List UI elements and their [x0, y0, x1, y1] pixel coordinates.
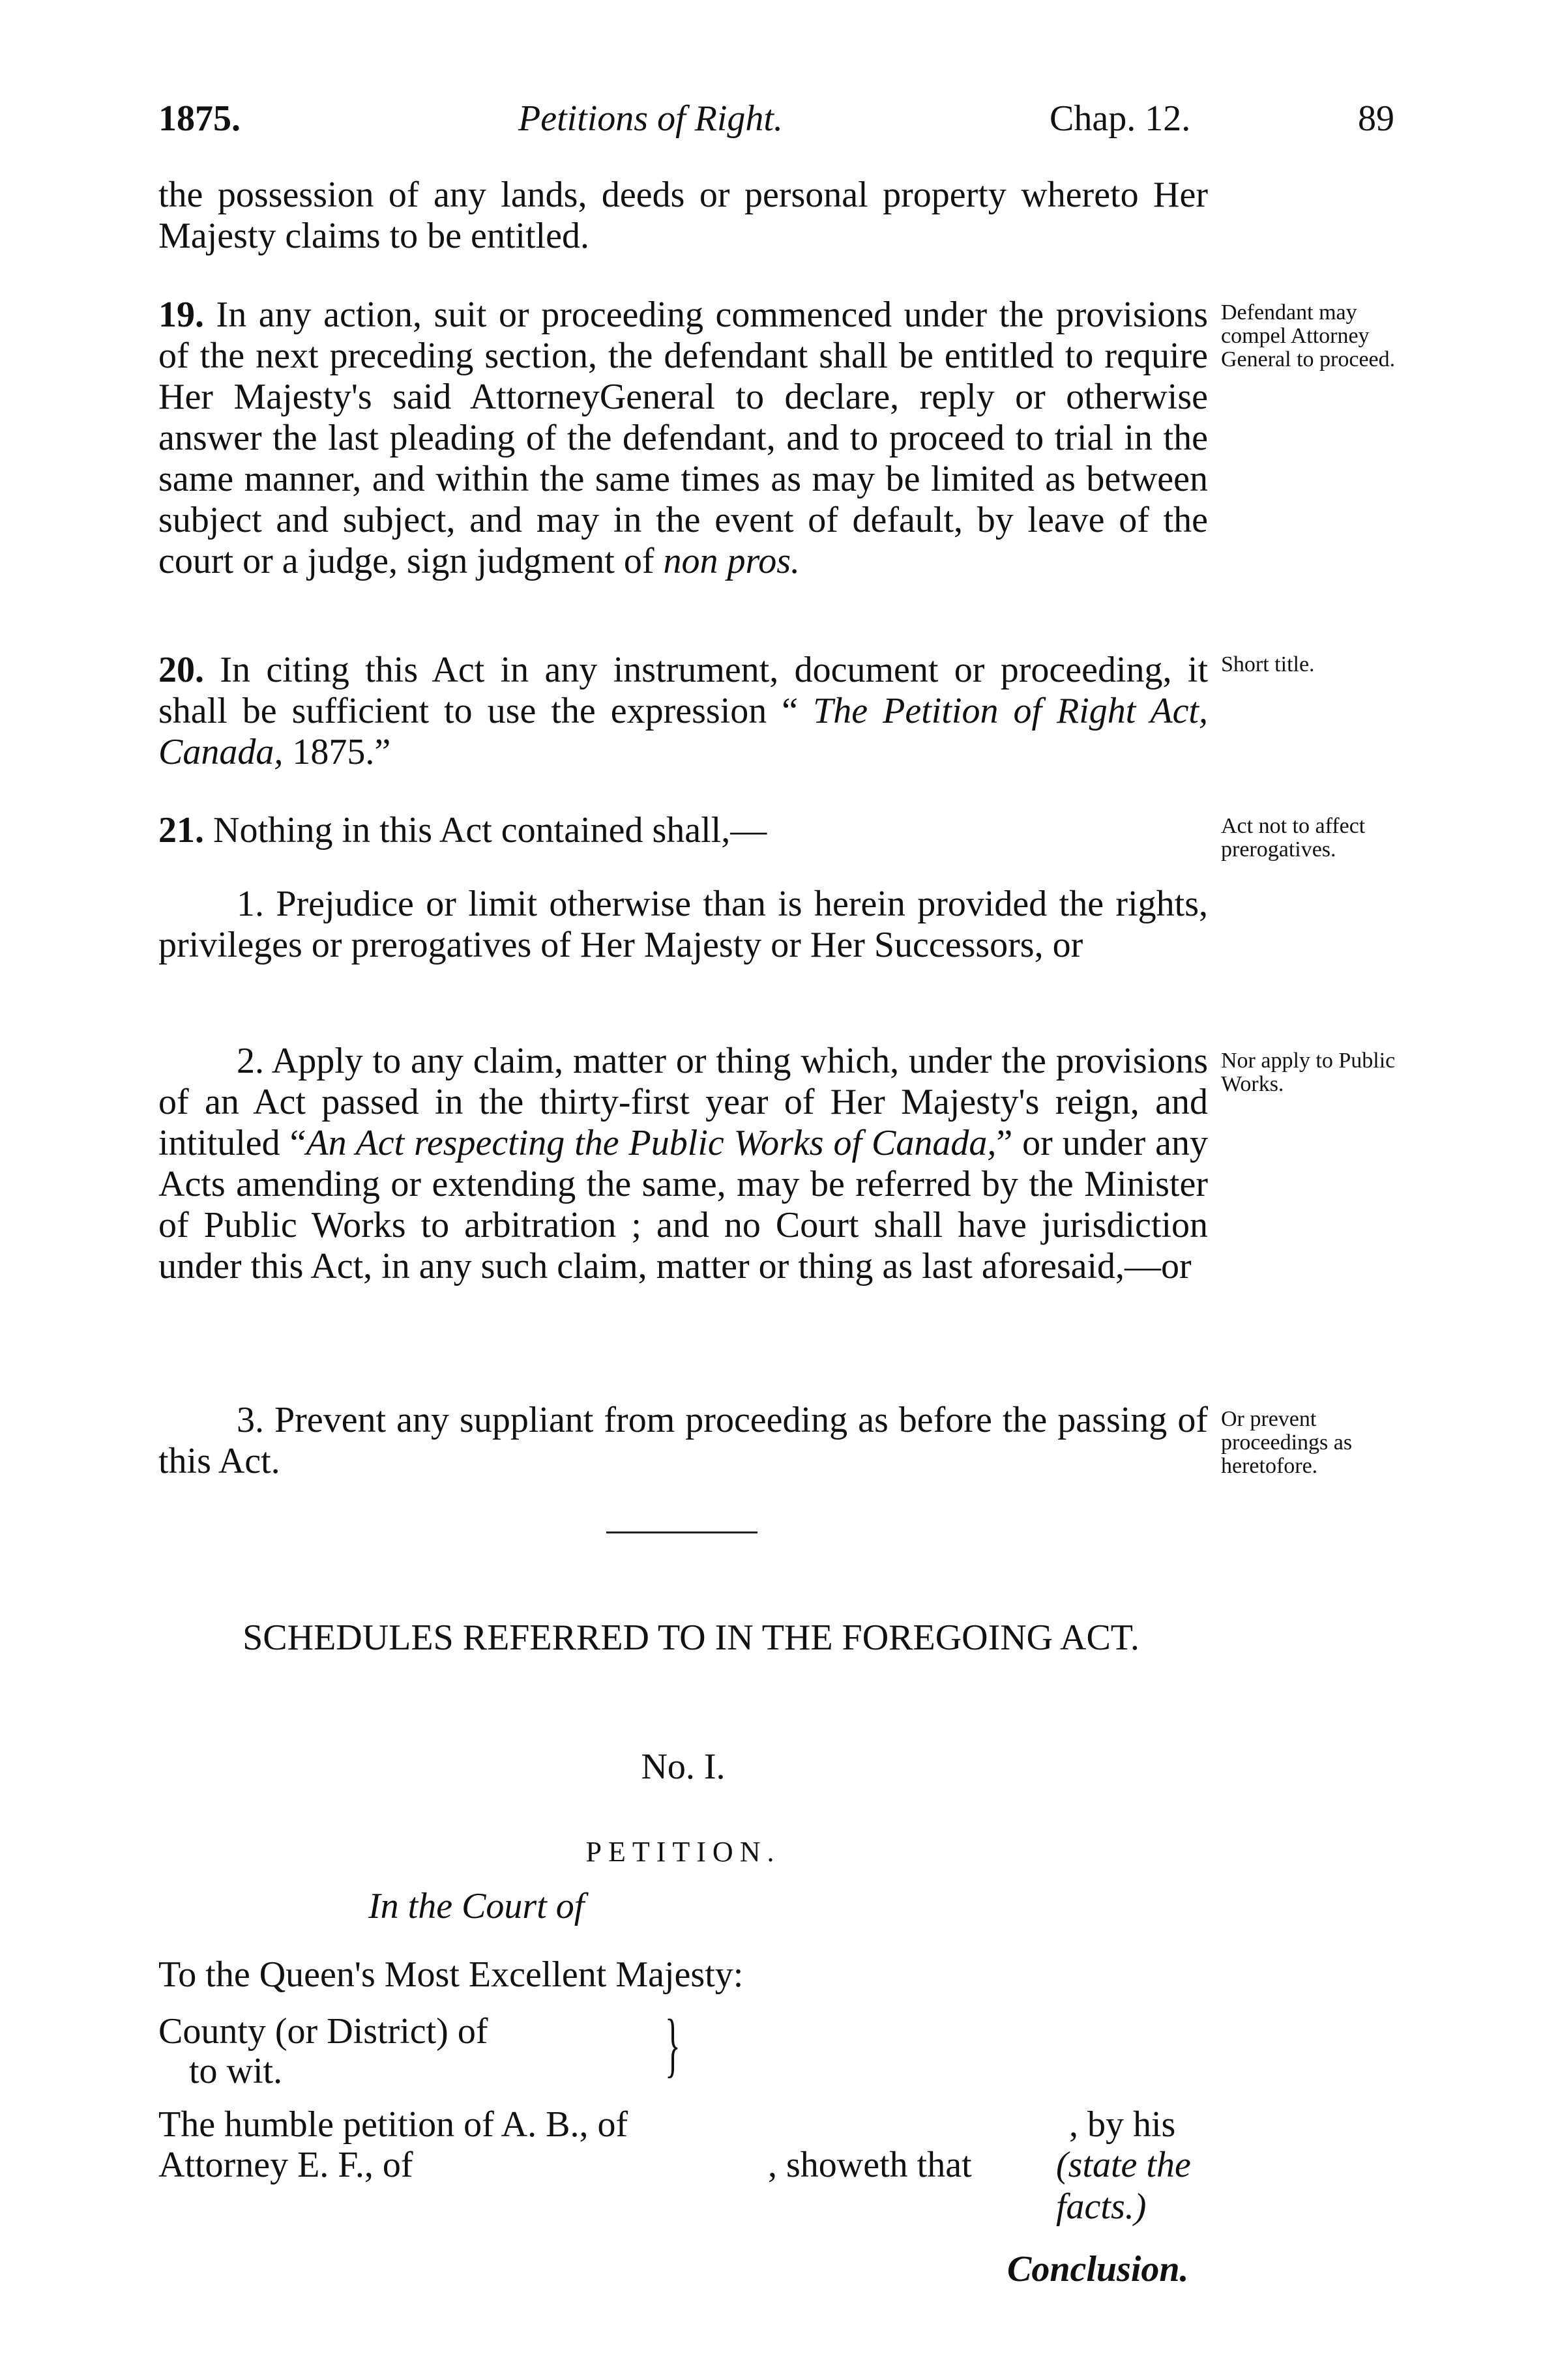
margin-note-19: Defendant may compel Attorney General to proceed.	[1221, 300, 1396, 371]
section-21-number: 21.	[158, 810, 204, 850]
address-line: To the Queen's Most Excellent Majesty:	[158, 1954, 744, 1995]
paragraph-continuation: the possession of any lands, deeds or personal property whereto Her Majesty claims to be entitled.	[158, 175, 1208, 256]
section-divider	[606, 1531, 757, 1533]
margin-note-21: Act not to affect prerogatives.	[1221, 814, 1366, 862]
attorney-line-a: Attorney E. F., of	[158, 2145, 413, 2185]
attorney-line-b: , showeth that	[768, 2145, 972, 2185]
section-20-number: 20.	[158, 650, 204, 690]
petition-line-a: The humble petition of A. B., of	[158, 2104, 628, 2145]
section-20	[158, 650, 1208, 773]
header-year: 1875.	[158, 98, 241, 139]
section-19	[158, 295, 1208, 582]
to-wit-line: to wit.	[189, 2051, 283, 2091]
state-facts-note: (state the facts.)	[1056, 2145, 1191, 2227]
section-21	[158, 810, 1208, 851]
clause-2-text-b: ” or under any Acts amending or extending the same, may be referred by the Minister of Public Works to arbitration ; and no Court shall have jurisdiction under this Act, in any such claim, matter or thing as last aforesaid,—or	[158, 1123, 1208, 1286]
margin-note-clause-3: Or prevent proceedings as heretofore.	[1221, 1407, 1353, 1478]
court-line: In the Court of	[368, 1886, 585, 1926]
margin-note-clause-2: Nor apply to Public Works.	[1221, 1049, 1396, 1096]
clause-2-text-a: 2. Apply to any claim, matter or thing which, under the provisions of an Act passed in the thirty-first year of Her Majesty's reign, and intituled “	[158, 1041, 1208, 1163]
section-20-text: In citing this Act in any instrument, document or proceeding, it shall be sufficient to use the expression “	[158, 650, 1208, 731]
clause-2	[158, 1041, 1208, 1287]
petition-line-b: , by his	[1069, 2104, 1176, 2145]
section-20-short-title: The Petition of Right Act, Canada,	[158, 691, 1208, 772]
form-title: PETITION.	[585, 1836, 781, 1868]
header-chapter: Chap. 12.	[1050, 98, 1191, 139]
clause-2-act-title: An Act respecting the Public Works of Canada,	[306, 1123, 997, 1163]
header-title: Petitions of Right.	[518, 98, 783, 139]
clause-3: 3. Prevent any suppliant from proceeding as before the passing of this Act.	[158, 1400, 1208, 1481]
brace: }	[665, 2005, 681, 2084]
section-21-text: Nothing in this Act contained shall,—	[204, 810, 767, 850]
schedules-heading: SCHEDULES REFERRED TO IN THE FOREGOING ACT.	[243, 1618, 1139, 1658]
section-20-end: 1875.”	[283, 732, 391, 772]
margin-note-20: Short title.	[1221, 652, 1315, 676]
conclusion-catchword: Conclusion.	[1007, 2249, 1189, 2289]
schedule-number: No. I.	[641, 1747, 726, 1787]
section-19-text: In any action, suit or proceeding commenced under the provisions of the next preceding section, the defendant shall be entitled to require Her Majesty's said AttorneyGeneral to declare, reply or otherwise answer the last pleading of the defendant, and to proceed to trial in the same manner, and within the same times as may be limited as between subject and subject, and may in the event of default, by leave of the court or a judge, sign judgment of	[158, 295, 1208, 581]
header-page-number: 89	[1358, 98, 1394, 139]
section-19-number: 19.	[158, 295, 204, 335]
section-19-latin: non pros.	[663, 541, 801, 581]
clause-1: 1. Prejudice or limit otherwise than is herein provided the rights, privileges or prerogatives of Her Majesty or Her Successors, or	[158, 884, 1208, 965]
county-line: County (or District) of	[158, 2011, 488, 2052]
